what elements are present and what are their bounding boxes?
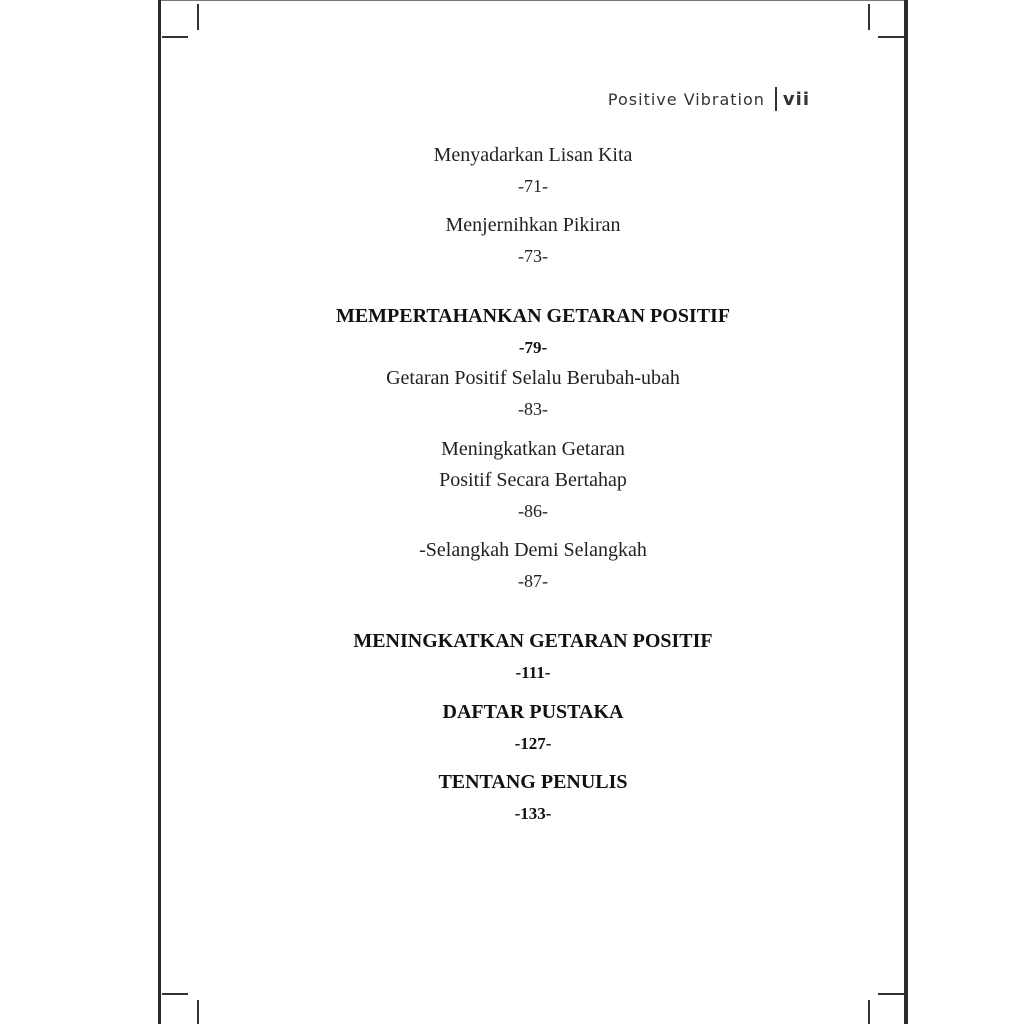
crop-mark-top-right-h xyxy=(878,36,904,38)
toc-entry xyxy=(300,210,766,272)
crop-mark-bottom-right-v xyxy=(868,1000,870,1024)
toc-entry-title-line-1: Meningkatkan Getaran xyxy=(441,438,625,460)
crop-mark-bottom-left-v xyxy=(197,1000,199,1024)
table-of-contents xyxy=(300,140,766,829)
page-number: vii xyxy=(782,88,810,110)
toc-entry-title: Getaran Positif Selalu Berubah-ubah xyxy=(386,367,680,389)
toc-entry-title: Menjernihkan Pikiran xyxy=(445,214,621,236)
toc-entry-page: -86- xyxy=(518,501,548,521)
running-head-title: Positive Vibration xyxy=(607,89,765,109)
toc-chapter-page: -79- xyxy=(518,338,548,357)
running-head-separator xyxy=(775,87,777,111)
crop-mark-top-right-v xyxy=(868,4,870,30)
toc-entry xyxy=(300,140,766,202)
toc-entry-page: -71- xyxy=(518,176,548,196)
toc-entry-title: -Selangkah Demi Selangkah xyxy=(419,539,647,561)
toc-chapter-entry xyxy=(300,697,766,759)
toc-chapter-page: -133- xyxy=(514,804,552,823)
crop-mark-bottom-left-h xyxy=(162,993,188,995)
toc-entry-page: -83- xyxy=(518,399,548,419)
page-right-edge xyxy=(904,0,908,1024)
crop-mark-top-left-h xyxy=(162,36,188,38)
crop-mark-bottom-right-h xyxy=(878,993,904,995)
page-top-edge xyxy=(158,0,908,1)
page-left-edge xyxy=(158,0,161,1024)
toc-chapter-entry xyxy=(300,767,766,829)
toc-chapter-title: MENINGKATKAN GETARAN POSITIF xyxy=(353,630,713,652)
toc-chapter-title: TENTANG PENULIS xyxy=(438,771,628,793)
toc-entry xyxy=(300,434,766,527)
running-head xyxy=(560,86,810,112)
toc-chapter-entry xyxy=(300,301,766,363)
toc-entry-page: -87- xyxy=(518,571,548,591)
toc-entry xyxy=(300,363,766,425)
crop-mark-top-left-v xyxy=(197,4,199,30)
toc-entry-title: Menyadarkan Lisan Kita xyxy=(433,144,633,166)
toc-entry xyxy=(300,535,766,597)
toc-chapter-title: MEMPERTAHANKAN GETARAN POSITIF xyxy=(335,305,731,327)
toc-chapter-entry xyxy=(300,626,766,688)
toc-chapter-page: -127- xyxy=(514,734,552,753)
toc-entry-title-line-2: Positif Secara Bertahap xyxy=(439,469,627,491)
toc-chapter-page: -111- xyxy=(515,663,551,682)
toc-chapter-title: DAFTAR PUSTAKA xyxy=(442,701,624,723)
toc-entry-page: -73- xyxy=(518,246,548,266)
